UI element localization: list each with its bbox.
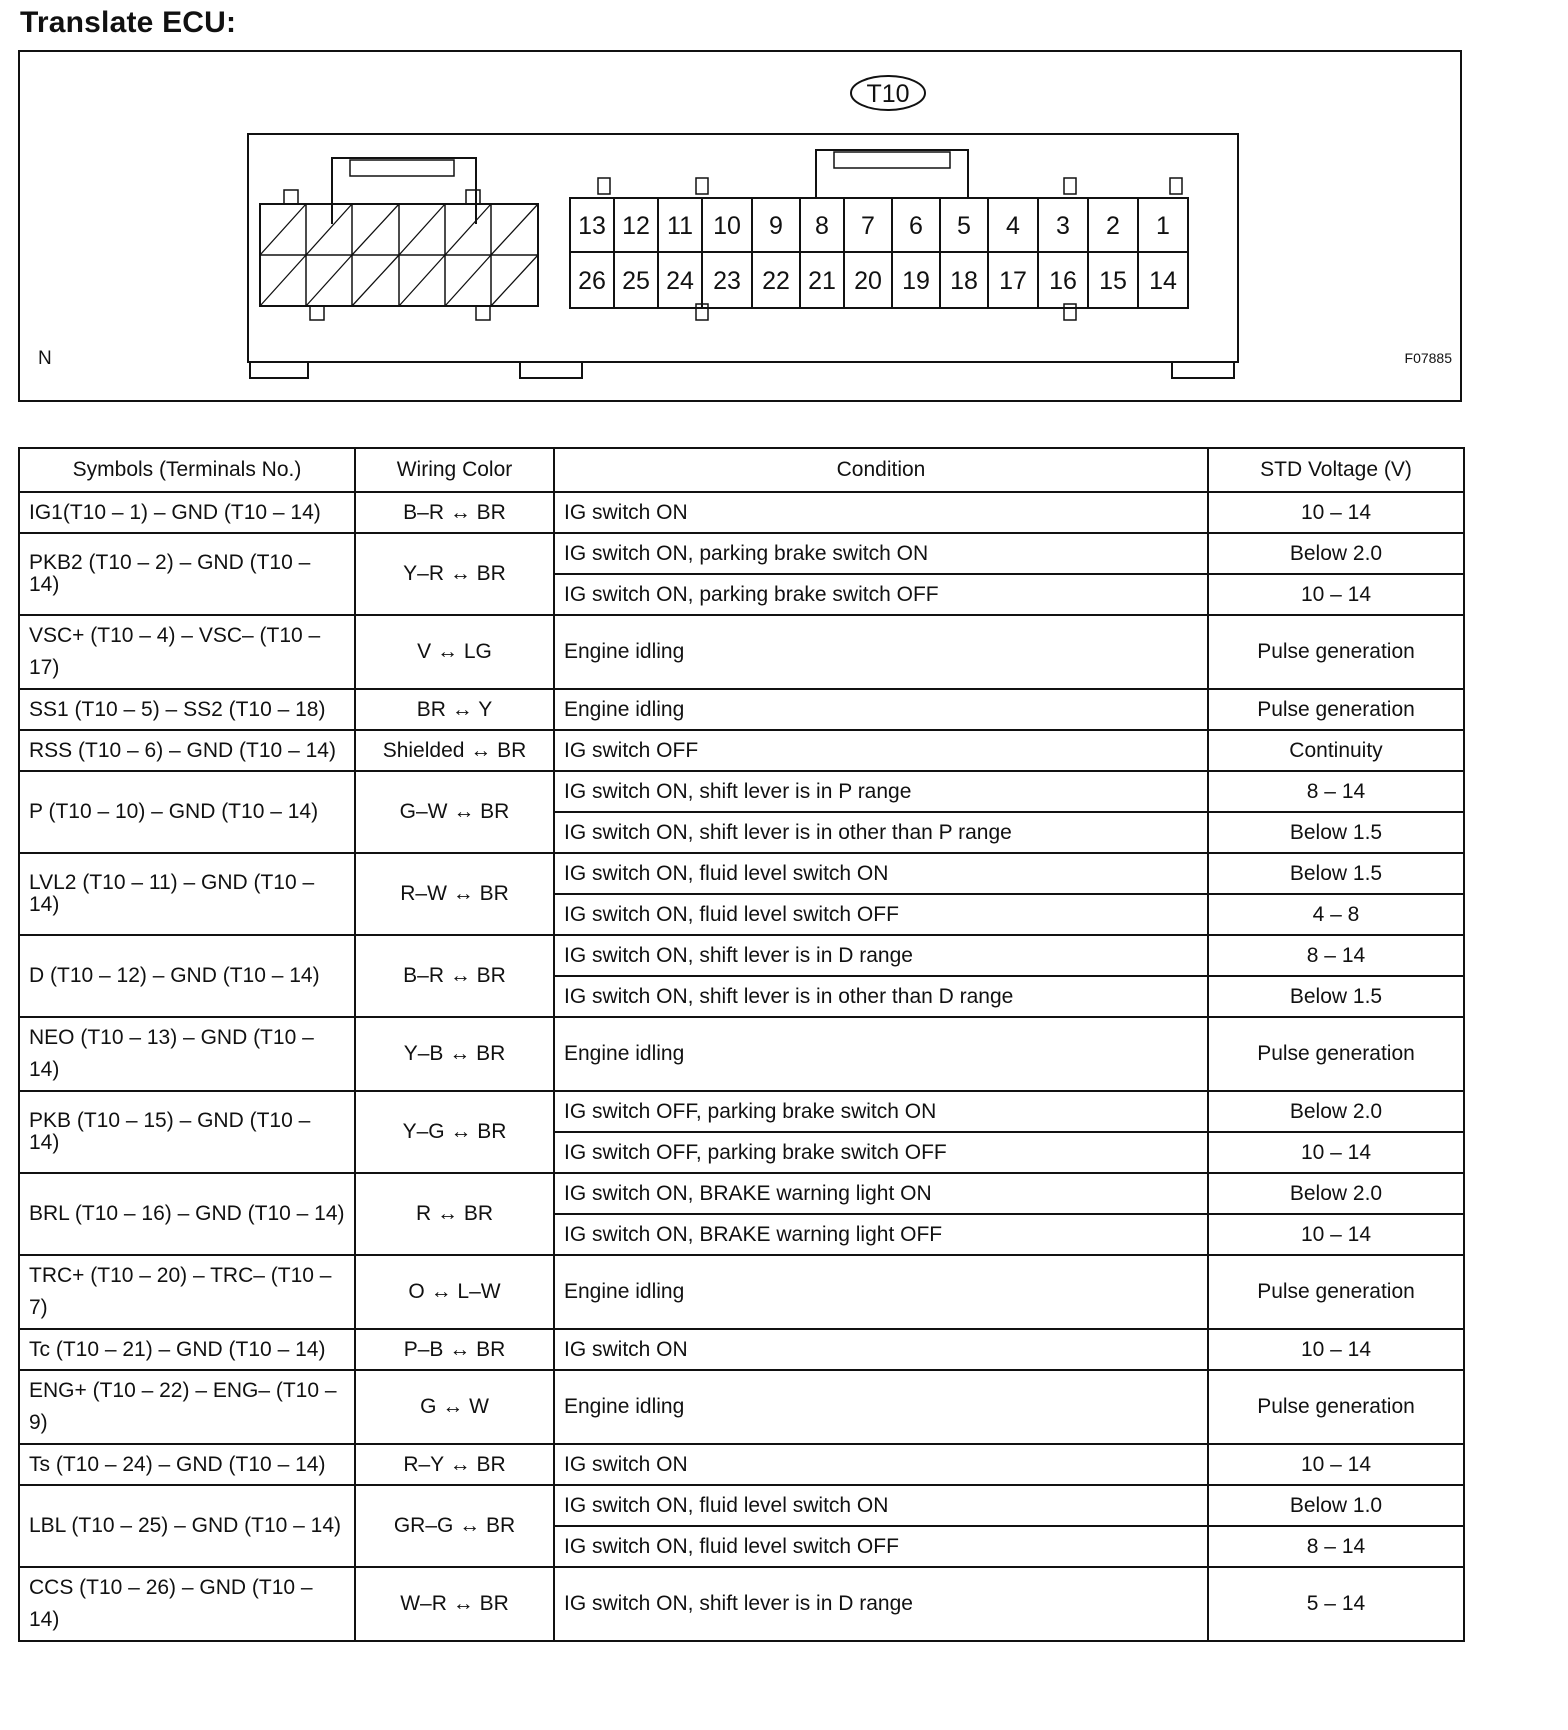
condition-cell: IG switch ON, fluid level switch OFF — [554, 894, 1208, 935]
symbol-cell: VSC+ (T10 – 4) – VSC– (T10 – 17) — [19, 615, 355, 689]
condition-cell: Engine idling — [554, 1255, 1208, 1329]
connector-body — [248, 134, 1238, 362]
pin-number: 22 — [762, 267, 790, 295]
wiring-color-cell: R–Y ↔ BR — [355, 1444, 554, 1485]
table-row — [19, 771, 1464, 812]
condition-cell: IG switch ON, fluid level switch ON — [554, 1485, 1208, 1526]
condition-cell: IG switch ON — [554, 1329, 1208, 1370]
wiring-color-cell: O ↔ L–W — [355, 1255, 554, 1329]
symbol-cell: ENG+ (T10 – 22) – ENG– (T10 – 9) — [19, 1370, 355, 1444]
symbol-cell: BRL (T10 – 16) – GND (T10 – 14) — [19, 1173, 355, 1255]
symbol-cell: PKB2 (T10 – 2) – GND (T10 – 14) — [19, 533, 355, 615]
header-std-voltage: STD Voltage (V) — [1208, 448, 1464, 492]
voltage-cell: Below 2.0 — [1208, 1173, 1464, 1214]
corner-label: N — [38, 348, 52, 369]
symbol-cell: RSS (T10 – 6) – GND (T10 – 14) — [19, 730, 355, 771]
symbol-cell: SS1 (T10 – 5) – SS2 (T10 – 18) — [19, 689, 355, 730]
wiring-color-cell: BR ↔ Y — [355, 689, 554, 730]
voltage-cell: Continuity — [1208, 730, 1464, 771]
condition-cell: Engine idling — [554, 1370, 1208, 1444]
condition-cell: IG switch ON, parking brake switch OFF — [554, 574, 1208, 615]
pin-number: 17 — [999, 267, 1027, 295]
pin-number: 21 — [808, 267, 836, 295]
table-header-row — [19, 448, 1464, 492]
table-body — [19, 492, 1464, 1641]
wiring-color-cell: B–R ↔ BR — [355, 492, 554, 533]
condition-cell: IG switch ON, shift lever is in other than P range — [554, 812, 1208, 853]
pin-number: 6 — [909, 212, 923, 240]
voltage-cell: Pulse generation — [1208, 1370, 1464, 1444]
pin-number: 8 — [815, 212, 829, 240]
condition-cell: IG switch OFF, parking brake switch ON — [554, 1091, 1208, 1132]
wiring-color-cell: Y–R ↔ BR — [355, 533, 554, 615]
page-title: Translate ECU: — [20, 6, 237, 39]
symbol-cell: Tc (T10 – 21) – GND (T10 – 14) — [19, 1329, 355, 1370]
wiring-color-cell: G–W ↔ BR — [355, 771, 554, 853]
condition-cell: IG switch ON, shift lever is in P range — [554, 771, 1208, 812]
connector-drawing — [20, 52, 1460, 400]
table-row — [19, 1255, 1464, 1329]
voltage-cell: 10 – 14 — [1208, 574, 1464, 615]
blank-cavity-block — [260, 190, 538, 320]
wiring-color-cell: Shielded ↔ BR — [355, 730, 554, 771]
table-row — [19, 1329, 1464, 1370]
pin-number: 7 — [861, 212, 875, 240]
table-row — [19, 615, 1464, 689]
pin-number: 13 — [578, 212, 606, 240]
voltage-cell: 10 – 14 — [1208, 1329, 1464, 1370]
voltage-cell: 10 – 14 — [1208, 492, 1464, 533]
symbol-cell: LBL (T10 – 25) – GND (T10 – 14) — [19, 1485, 355, 1567]
condition-cell: Engine idling — [554, 689, 1208, 730]
wiring-color-cell: V ↔ LG — [355, 615, 554, 689]
pin-grid — [570, 198, 1188, 308]
wiring-color-cell: W–R ↔ BR — [355, 1567, 554, 1641]
pin-number: 12 — [622, 212, 650, 240]
voltage-cell: 8 – 14 — [1208, 1526, 1464, 1567]
table-row — [19, 1444, 1464, 1485]
condition-cell: IG switch ON, BRAKE warning light ON — [554, 1173, 1208, 1214]
pin-number: 1 — [1156, 212, 1170, 240]
voltage-cell: Below 1.5 — [1208, 976, 1464, 1017]
pin-number: 2 — [1106, 212, 1120, 240]
condition-cell: IG switch ON, parking brake switch ON — [554, 533, 1208, 574]
wiring-color-cell: P–B ↔ BR — [355, 1329, 554, 1370]
voltage-cell: 10 – 14 — [1208, 1444, 1464, 1485]
wiring-color-cell: GR–G ↔ BR — [355, 1485, 554, 1567]
voltage-cell: 5 – 14 — [1208, 1567, 1464, 1641]
table-row — [19, 492, 1464, 533]
figure-code: F07885 — [1404, 350, 1452, 366]
voltage-cell: Pulse generation — [1208, 615, 1464, 689]
pin-number: 5 — [957, 212, 971, 240]
table-row — [19, 1485, 1464, 1526]
wiring-color-cell: Y–B ↔ BR — [355, 1017, 554, 1091]
pin-number: 23 — [713, 267, 741, 295]
wiring-color-cell: R ↔ BR — [355, 1173, 554, 1255]
voltage-cell: Pulse generation — [1208, 1255, 1464, 1329]
voltage-cell: Below 1.5 — [1208, 812, 1464, 853]
condition-cell: IG switch ON, BRAKE warning light OFF — [554, 1214, 1208, 1255]
connector-id-label: T10 — [866, 80, 910, 108]
table-row — [19, 935, 1464, 976]
condition-cell: IG switch ON, shift lever is in D range — [554, 935, 1208, 976]
table-row — [19, 1173, 1464, 1214]
voltage-cell: Below 2.0 — [1208, 1091, 1464, 1132]
symbol-cell: D (T10 – 12) – GND (T10 – 14) — [19, 935, 355, 1017]
pin-number: 25 — [622, 267, 650, 295]
condition-cell: IG switch ON, shift lever is in other than D range — [554, 976, 1208, 1017]
condition-cell: IG switch OFF, parking brake switch OFF — [554, 1132, 1208, 1173]
wiring-color-cell: B–R ↔ BR — [355, 935, 554, 1017]
condition-cell: IG switch ON, fluid level switch OFF — [554, 1526, 1208, 1567]
pin-number: 15 — [1099, 267, 1127, 295]
table-row — [19, 1567, 1464, 1641]
table-row — [19, 1091, 1464, 1132]
symbol-cell: PKB (T10 – 15) – GND (T10 – 14) — [19, 1091, 355, 1173]
table-row — [19, 1370, 1464, 1444]
voltage-cell: 10 – 14 — [1208, 1132, 1464, 1173]
terminal-voltage-table — [18, 447, 1465, 1642]
voltage-cell: Pulse generation — [1208, 689, 1464, 730]
voltage-cell: 8 – 14 — [1208, 771, 1464, 812]
table-row — [19, 689, 1464, 730]
voltage-cell: Below 1.5 — [1208, 853, 1464, 894]
pin-number: 18 — [950, 267, 978, 295]
symbol-cell: LVL2 (T10 – 11) – GND (T10 – 14) — [19, 853, 355, 935]
table-row — [19, 1017, 1464, 1091]
pin-number: 9 — [769, 212, 783, 240]
pin-number: 20 — [854, 267, 882, 295]
condition-cell: IG switch ON, shift lever is in D range — [554, 1567, 1208, 1641]
symbol-cell: NEO (T10 – 13) – GND (T10 – 14) — [19, 1017, 355, 1091]
table-row — [19, 730, 1464, 771]
condition-cell: IG switch ON — [554, 492, 1208, 533]
table-row — [19, 533, 1464, 574]
pin-number: 10 — [713, 212, 741, 240]
symbol-cell: P (T10 – 10) – GND (T10 – 14) — [19, 771, 355, 853]
condition-cell: Engine idling — [554, 1017, 1208, 1091]
header-wiring-color: Wiring Color — [355, 448, 554, 492]
voltage-cell: 10 – 14 — [1208, 1214, 1464, 1255]
wiring-color-cell: R–W ↔ BR — [355, 853, 554, 935]
header-symbols: Symbols (Terminals No.) — [19, 448, 355, 492]
voltage-cell: Below 1.0 — [1208, 1485, 1464, 1526]
symbol-cell: CCS (T10 – 26) – GND (T10 – 14) — [19, 1567, 355, 1641]
symbol-cell: Ts (T10 – 24) – GND (T10 – 14) — [19, 1444, 355, 1485]
pin-number: 4 — [1006, 212, 1020, 240]
condition-cell: IG switch OFF — [554, 730, 1208, 771]
pin-number: 24 — [666, 267, 694, 295]
wiring-color-cell: Y–G ↔ BR — [355, 1091, 554, 1173]
voltage-cell: 4 – 8 — [1208, 894, 1464, 935]
pin-number: 26 — [578, 267, 606, 295]
condition-cell: IG switch ON — [554, 1444, 1208, 1485]
pin-number: 3 — [1056, 212, 1070, 240]
pin-number: 19 — [902, 267, 930, 295]
condition-cell: Engine idling — [554, 615, 1208, 689]
symbol-cell: IG1(T10 – 1) – GND (T10 – 14) — [19, 492, 355, 533]
table-row — [19, 853, 1464, 894]
wiring-color-cell: G ↔ W — [355, 1370, 554, 1444]
condition-cell: IG switch ON, fluid level switch ON — [554, 853, 1208, 894]
connector-diagram — [18, 50, 1462, 402]
voltage-cell: Pulse generation — [1208, 1017, 1464, 1091]
pin-number: 16 — [1049, 267, 1077, 295]
pin-number: 14 — [1149, 267, 1177, 295]
symbol-cell: TRC+ (T10 – 20) – TRC– (T10 – 7) — [19, 1255, 355, 1329]
header-condition: Condition — [554, 448, 1208, 492]
voltage-cell: Below 2.0 — [1208, 533, 1464, 574]
voltage-cell: 8 – 14 — [1208, 935, 1464, 976]
pin-number: 11 — [667, 212, 693, 240]
